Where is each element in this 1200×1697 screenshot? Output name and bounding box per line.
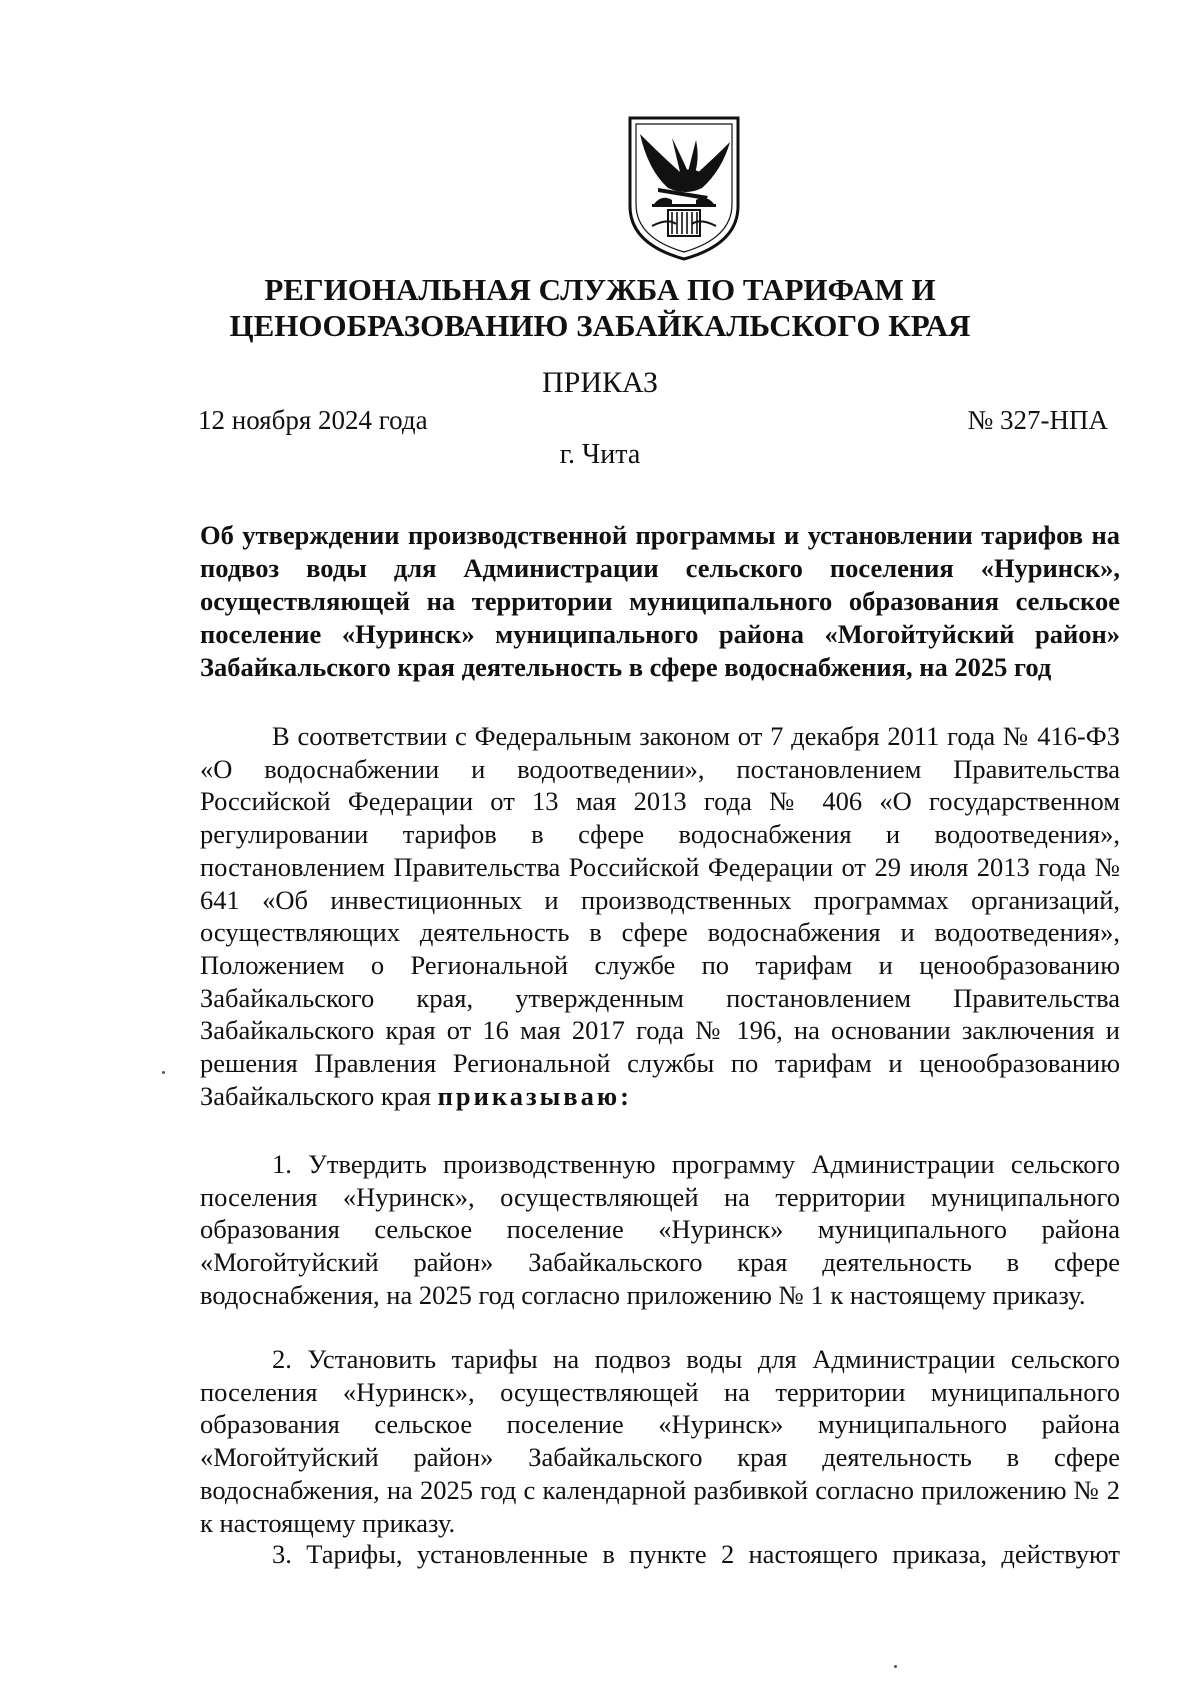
preamble-paragraph [200, 720, 1120, 1112]
document-city: г. Чита [559, 439, 641, 470]
scan-speck [894, 1665, 897, 1668]
document-type: ПРИКАЗ [542, 366, 658, 399]
order-item-3: 3. Тарифы, установленные в пункте 2 настоящего приказа, действуют [272, 1539, 1120, 1569]
order-item-2: 2. Установить тарифы на подвоз воды для Администрации сельского поселения «Нуринск», осуществляющей на территории муниципального образования сельское поселение «Нуринск» муниципального района «Могойтуйский район» Забайкальского края деятельность в сфере водоснабжения, на 2025 год с календарной разбивкой согласно приложению № 2 к настоящему приказу. [200, 1344, 1120, 1538]
organization-name [150, 272, 1050, 344]
coat-of-arms-emblem [622, 114, 746, 262]
document-number: № 327-НПА [967, 405, 1108, 435]
order-word: приказываю: [437, 1080, 632, 1111]
organization-name-line-1: РЕГИОНАЛЬНАЯ СЛУЖБА ПО ТАРИФАМ И [264, 272, 936, 307]
order-item-1: 1. Утвердить производственную программу Администрации сельского поселения «Нуринск», осуществляющей на территории муниципального образования сельское поселение «Нуринск» муниципального района «Могойтуйский район» Забайкальского края деятельность в сфере водоснабжения, на 2025 год согласно приложению № 1 к настоящему приказу. [200, 1149, 1120, 1310]
document-title: Об утверждении производственной программы и установлении тарифов на подвоз воды для Администрации сельского поселения «Нуринск», осуществляющей на территории муниципального образования сельское поселение «Нуринск» муниципального района «Могойтуйский район» Забайкальского края деятельность в сфере водоснабжения, на 2025 год [200, 520, 1120, 682]
preamble-text: В соответствии с Федеральным законом от 7 декабря 2011 года № 416-ФЗ «О водоснабжении и водоотведении», постановлением Правительства Российской Федерации от 13 мая 2013 года № 406 «О государственном регулировании тарифов в сфере водоснабжения и водоотведения», постановлением Правительства Российской Федерации от 29 июля 2013 года № 641 «Об инвестиционных и производственных программах организаций, осуществляющих деятельность в сфере водоснабжения и водоотведения», Положением о Региональной службе по тарифам и ценообразованию Забайкальского края, утвержденным постановлением Правительства Забайкальского края от 16 мая 2017 года № 196, на основании заключения и решения Правления Региональной службы по тарифам и ценообразованию Забайкальского края [200, 721, 1120, 1111]
scan-speck [162, 1071, 165, 1074]
document-date: 12 ноября 2024 года [198, 405, 428, 435]
organization-name-line-2: ЦЕНООБРАЗОВАНИЮ ЗАБАЙКАЛЬСКОГО КРАЯ [229, 308, 971, 343]
